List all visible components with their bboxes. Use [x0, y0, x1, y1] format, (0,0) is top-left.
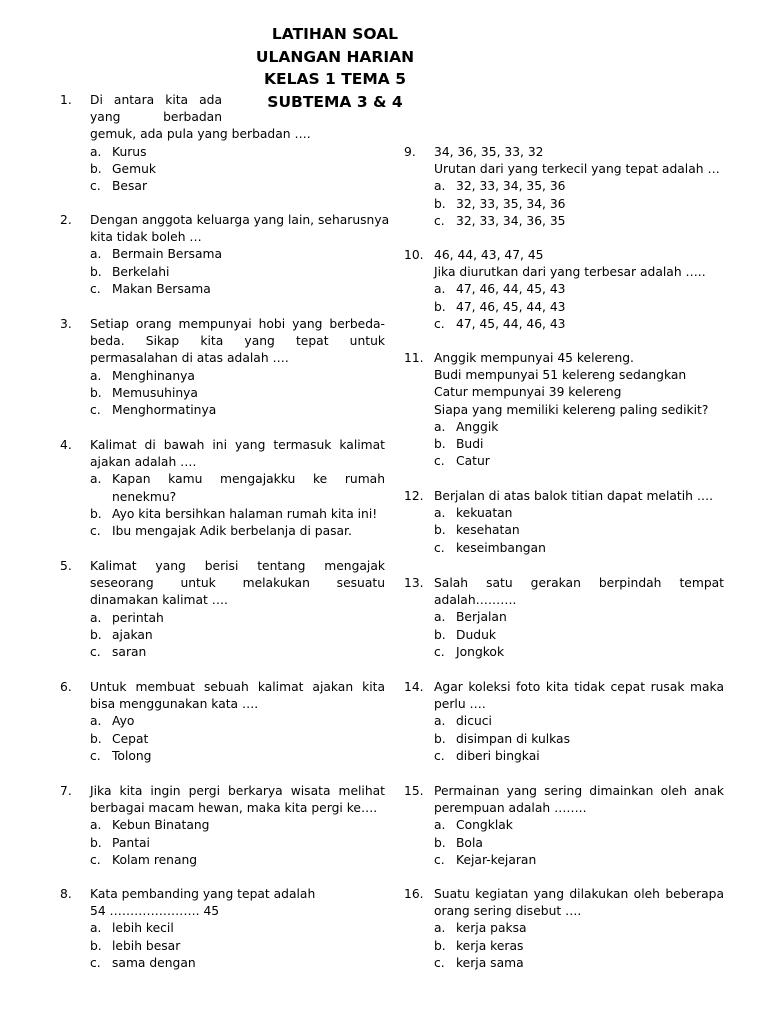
option [90, 144, 385, 161]
option-letter: a. [434, 818, 446, 833]
option-text: lebih kecil [112, 921, 174, 936]
option [90, 506, 385, 523]
option [434, 196, 724, 213]
option-letter: c. [90, 955, 101, 970]
option-letter: b. [90, 264, 102, 279]
option-text: 32, 33, 34, 36, 35 [456, 213, 566, 228]
option-letter: b. [434, 523, 446, 538]
option [434, 920, 724, 937]
option [90, 402, 385, 419]
question-stem: Budi mempunyai 51 kelereng sedangkan [434, 368, 687, 383]
option-letter: a. [434, 506, 446, 521]
question-stem: perempuan adalah …….. [434, 801, 587, 816]
question-stem: seseorang untuk melakukan sesuatu [90, 576, 385, 591]
option-letter: a. [434, 714, 446, 729]
question-stem: Jika diurutkan dari yang terbesar adalah ….. [434, 265, 706, 280]
question-number: 2. [60, 213, 72, 227]
option [434, 644, 724, 661]
option [90, 955, 385, 972]
title-line: KELAS 1 TEMA 5 [264, 70, 406, 88]
question-number: 13. [404, 576, 424, 590]
question-7 [60, 783, 385, 869]
option-text: kerja paksa [456, 921, 527, 936]
question-number: 6. [60, 680, 72, 694]
question-number: 15. [404, 784, 424, 798]
option-letter: b. [434, 938, 446, 953]
question-number: 3. [60, 317, 72, 331]
option-letter: c. [434, 540, 445, 555]
option [434, 955, 724, 972]
option-text: Gemuk [112, 161, 156, 176]
option-letter: b. [90, 506, 102, 521]
question-2 [60, 212, 390, 298]
option-letter: b. [434, 196, 446, 211]
question-stem: Permainan yang sering dimainkan oleh anak [434, 784, 724, 798]
option-text: nenekmu? [112, 489, 177, 504]
option [90, 920, 385, 937]
option-text: kesehatan [456, 523, 520, 538]
option [90, 731, 385, 748]
option-text: saran [112, 645, 147, 660]
question-stem: Berjalan di atas balok titian dapat melatih …. [434, 489, 714, 503]
question-14 [404, 679, 724, 765]
option-letter: c. [90, 524, 101, 539]
option-text: kekuatan [456, 506, 513, 521]
question-stem: Suatu kegiatan yang dilakukan oleh beberapa [434, 887, 724, 901]
option-text: lebih besar [112, 938, 181, 953]
option-text: 47, 46, 45, 44, 43 [456, 299, 566, 314]
option [434, 281, 724, 298]
question-number: 14. [404, 680, 424, 694]
option [90, 385, 385, 402]
option-text: Berkelahi [112, 264, 170, 279]
question-stem: Dengan anggota keluarga yang lain, seharusnya [90, 213, 390, 227]
question-stem: ajakan adalah …. [90, 455, 197, 470]
option [434, 436, 724, 453]
option-text: Pantai [112, 835, 150, 850]
question-stem: dinamakan kalimat …. [90, 593, 228, 608]
option [434, 731, 724, 748]
question-number: 8. [60, 887, 72, 901]
option [434, 522, 724, 539]
option-letter: a. [434, 610, 446, 625]
question-16 [404, 886, 724, 972]
question-4 [60, 437, 385, 540]
option [434, 938, 724, 955]
option [434, 505, 724, 522]
question-8 [60, 886, 385, 972]
option-text: Tolong [112, 748, 152, 763]
option [434, 748, 724, 765]
option-letter: b. [90, 385, 102, 400]
option [90, 817, 385, 834]
option-letter: a. [90, 368, 102, 383]
question-6 [60, 679, 385, 765]
option-text: Kebun Binatang [112, 818, 210, 833]
question-stem: adalah………. [434, 593, 517, 608]
option-letter: a. [90, 921, 102, 936]
option-text: 47, 46, 44, 45, 43 [456, 282, 566, 297]
option-letter: a. [434, 282, 446, 297]
option [434, 609, 724, 626]
option-text: Duduk [456, 627, 496, 642]
option-letter: c. [434, 955, 445, 970]
option-text: Ayo kita bersihkan halaman rumah kita ini! [112, 506, 378, 521]
option-letter: a. [434, 179, 446, 194]
option-text: 32, 33, 34, 35, 36 [456, 179, 566, 194]
question-5 [60, 558, 385, 661]
question-number: 10. [404, 248, 424, 262]
option [434, 299, 724, 316]
option [90, 713, 385, 730]
option [90, 852, 385, 869]
option-text: disimpan di kulkas [456, 731, 570, 746]
question-3 [60, 316, 385, 419]
option-letter: b. [434, 437, 446, 452]
option-letter: b. [434, 731, 446, 746]
question-stem: Kata pembanding yang tepat adalah [90, 887, 316, 901]
option-letter: c. [90, 403, 101, 418]
option-text: sama dengan [112, 955, 196, 970]
option-letter: a. [90, 472, 102, 487]
option-letter: b. [90, 938, 102, 953]
option-text: Besar [112, 179, 147, 194]
question-stem: Kalimat di bawah ini yang termasuk kalimat [90, 438, 385, 452]
question-stem: yang berbadan [90, 110, 222, 125]
option-text: dicuci [456, 714, 492, 729]
option-letter: a. [90, 247, 102, 262]
option-letter: b. [90, 835, 102, 850]
option [434, 453, 724, 470]
option [434, 178, 724, 195]
option [434, 627, 724, 644]
option [90, 748, 385, 765]
question-stem: gemuk, ada pula yang berbadan …. [90, 127, 311, 142]
question-stem: bisa menggunakan kata …. [90, 697, 259, 712]
question-number: 16. [404, 887, 424, 901]
option-text: Budi [456, 437, 484, 452]
question-stem: Untuk membuat sebuah kalimat ajakan kita [90, 680, 385, 694]
option-text: Anggik [456, 419, 499, 434]
option-text: keseimbangan [456, 540, 546, 555]
option-text: Congklak [456, 818, 513, 833]
question-stem: berbagai macam hewan, maka kita pergi ke…. [90, 801, 378, 816]
question-stem: Setiap orang mempunyai hobi yang berbeda- [90, 317, 385, 331]
question-9 [404, 144, 724, 230]
question-10 [404, 247, 724, 333]
question-stem: 34, 36, 35, 33, 32 [434, 145, 544, 159]
option-letter: a. [434, 921, 446, 936]
question-stem: 54 …………………. 45 [90, 904, 220, 919]
question-stem: perlu …. [434, 697, 486, 712]
option-text: Ayo [112, 714, 135, 729]
question-number: 11. [404, 351, 424, 365]
question-stem: beda. Sikap kita yang tepat untuk [90, 334, 385, 349]
option [90, 835, 385, 852]
option-text: Bola [456, 835, 483, 850]
option-text: Berjalan [456, 610, 507, 625]
option-text: Makan Bersama [112, 281, 211, 296]
option [90, 281, 385, 298]
option-letter: b. [434, 299, 446, 314]
option [90, 523, 385, 540]
option [434, 316, 724, 333]
question-11 [404, 350, 724, 470]
question-stem: Salah satu gerakan berpindah tempat [434, 576, 724, 590]
option-letter: c. [434, 454, 445, 469]
question-stem: Di antara kita ada [90, 93, 222, 107]
option-text: Ibu mengajak Adik berbelanja di pasar. [112, 524, 352, 539]
option-text: Kolam renang [112, 852, 198, 867]
option-text: Menghormatinya [112, 403, 217, 418]
option-letter: a. [90, 610, 102, 625]
option [90, 644, 385, 661]
option-text: Kapan kamu mengajakku ke rumah [112, 472, 385, 487]
option-text: Menghinanya [112, 368, 195, 383]
question-stem: Kalimat yang berisi tentang mengajak [90, 559, 385, 573]
option-letter: b. [90, 161, 102, 176]
question-stem: Urutan dari yang terkecil yang tepat adalah … [434, 162, 720, 177]
option-text: 32, 33, 35, 34, 36 [456, 196, 566, 211]
question-number: 5. [60, 559, 72, 573]
question-number: 7. [60, 784, 72, 798]
question-stem: 46, 44, 43, 47, 45 [434, 248, 544, 262]
option-letter: c. [90, 179, 101, 194]
option [90, 264, 385, 281]
option-letter: c. [434, 644, 445, 659]
option-text: Cepat [112, 731, 149, 746]
question-number: 12. [404, 489, 424, 503]
option [90, 610, 385, 627]
option-letter: a. [434, 419, 446, 434]
question-number: 1. [60, 93, 72, 107]
option-letter: b. [90, 731, 102, 746]
question-15 [404, 783, 724, 869]
option [434, 852, 724, 869]
option-letter: b. [90, 627, 102, 642]
option [90, 246, 385, 263]
question-stem: Siapa yang memiliki kelereng paling sedikit? [434, 402, 709, 417]
option [434, 713, 724, 730]
option-letter: b. [434, 835, 446, 850]
option-letter: c. [90, 748, 101, 763]
question-12 [404, 488, 724, 557]
option-text: Kejar-kejaran [456, 852, 537, 867]
option [90, 627, 385, 644]
question-stem: orang sering disebut …. [434, 904, 582, 919]
option-letter: a. [90, 144, 102, 159]
option [434, 817, 724, 834]
option-letter: c. [90, 645, 101, 660]
option-text: perintah [112, 610, 164, 625]
title-line: ULANGAN HARIAN [255, 47, 415, 66]
option [90, 471, 385, 505]
question-13 [404, 575, 724, 661]
question-stem: Catur mempunyai 39 kelereng [434, 385, 622, 400]
option-text: Memusuhinya [112, 385, 198, 400]
option-letter: c. [434, 316, 445, 331]
option [90, 161, 385, 178]
option-text: diberi bingkai [456, 748, 540, 763]
question-number: 4. [60, 438, 72, 452]
question-stem: Anggik mempunyai 45 kelereng. [434, 351, 634, 365]
option-text: Kurus [112, 144, 147, 159]
option-text: kerja keras [456, 938, 524, 953]
option [434, 419, 724, 436]
option-letter: c. [90, 852, 101, 867]
question-stem: Jika kita ingin pergi berkarya wisata melihat [90, 784, 385, 798]
option-letter: c. [434, 213, 445, 228]
option-letter: c. [90, 281, 101, 296]
option-letter: a. [90, 818, 102, 833]
option-text: ajakan [112, 627, 153, 642]
option [434, 213, 724, 230]
option-text: Jongkok [456, 644, 505, 659]
question-stem: kita tidak boleh … [90, 230, 202, 245]
option-letter: b. [434, 627, 446, 642]
option-letter: c. [434, 748, 445, 763]
option [434, 835, 724, 852]
title-line: LATIHAN SOAL [271, 25, 399, 43]
title-line: SUBTEMA 3 & 4 [267, 92, 403, 111]
option-letter: c. [434, 852, 445, 867]
question-stem: permasalahan di atas adalah …. [90, 351, 289, 366]
option [434, 540, 724, 557]
option-text: kerja sama [456, 955, 524, 970]
question-1 [60, 92, 385, 195]
option-text: 47, 45, 44, 46, 43 [456, 316, 566, 331]
question-stem: Agar koleksi foto kita tidak cepat rusak maka [434, 680, 724, 694]
option [90, 178, 385, 195]
question-number: 9. [404, 145, 416, 159]
option-text: Catur [456, 454, 490, 469]
option-letter: a. [90, 714, 102, 729]
option-text: Bermain Bersama [112, 247, 222, 262]
option [90, 368, 385, 385]
option [90, 938, 385, 955]
